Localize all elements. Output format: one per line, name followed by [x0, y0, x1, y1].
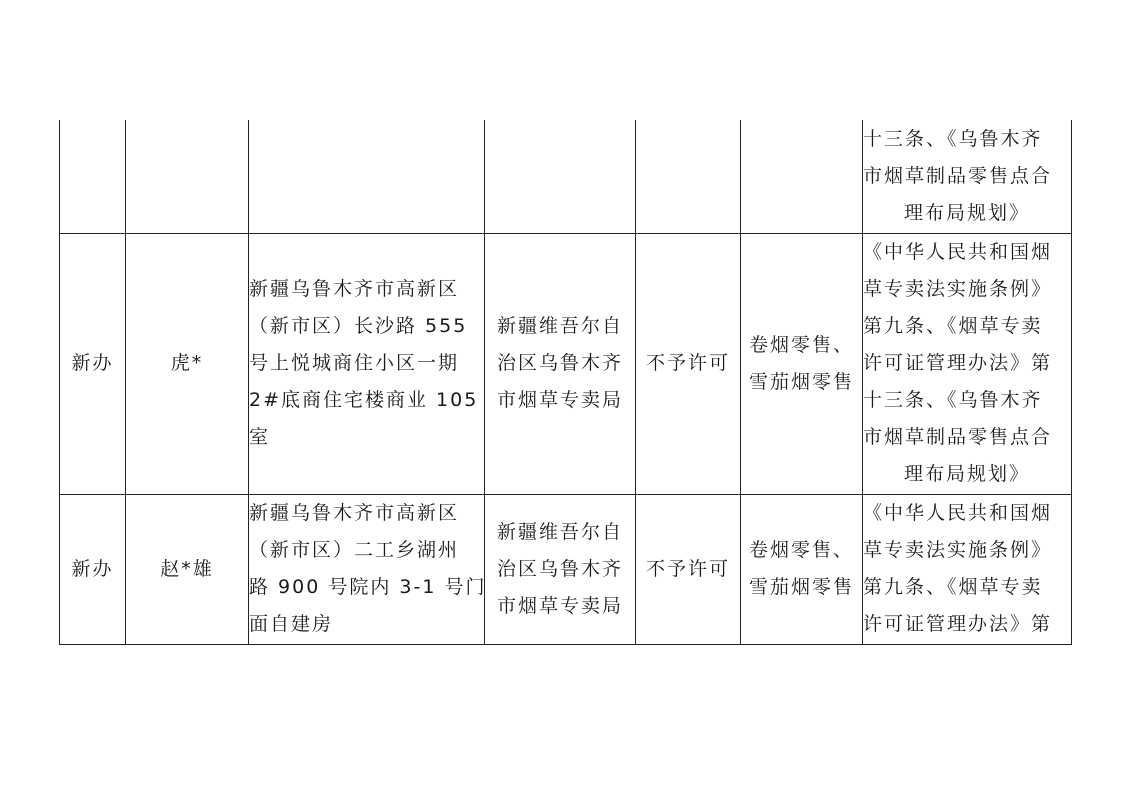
basis-line: 《中华人民共和国烟 [863, 241, 1053, 263]
address-line: 面自建房 [249, 613, 334, 635]
legal-basis-cell [863, 494, 1072, 644]
decision-cell: 不予许可 [636, 494, 741, 644]
basis-line: 第九条、《烟草专卖 [863, 576, 1043, 598]
address-line: 新疆乌鲁木齐市高新区 [249, 278, 460, 300]
authority-line: 市烟草专卖局 [496, 594, 623, 617]
decision-cell [636, 120, 741, 233]
basis-line: 许可证管理办法》第 [863, 613, 1053, 635]
address-line: 室 [249, 426, 271, 448]
basis-line: 市烟草制品零售点合 [863, 164, 1053, 187]
authority-line: 治区乌鲁木齐 [496, 352, 623, 374]
authority-line: 新疆维吾尔自 [496, 520, 623, 543]
business-address-cell [249, 120, 485, 233]
permit-type-cell: 新办 [60, 494, 126, 644]
basis-line: 十三条、《乌鲁木齐 [863, 127, 1043, 150]
business-address-cell [249, 494, 485, 644]
table-row [60, 233, 1072, 494]
legal-basis-cell [863, 233, 1072, 494]
address-line: 号上悦城商住小区一期 [249, 352, 460, 374]
authority-line: 新疆维吾尔自 [496, 315, 623, 337]
basis-line: 草专卖法实施条例》 [863, 278, 1053, 300]
legal-basis-cell [863, 120, 1072, 233]
basis-line: 十三条、《乌鲁木齐 [863, 389, 1043, 411]
authority-cell [485, 494, 636, 644]
basis-line: 第九条、《烟草专卖 [863, 315, 1043, 337]
address-line: 新疆乌鲁木齐市高新区 [249, 502, 460, 524]
applicant-name-cell [126, 120, 249, 233]
authority-cell [485, 120, 636, 233]
basis-line: 理布局规划》 [903, 463, 1030, 485]
permit-type-cell: 新办 [60, 233, 126, 494]
basis-line: 市烟草制品零售点合 [863, 426, 1053, 448]
applicant-name-cell: 虎* [126, 233, 249, 494]
table-row [60, 120, 1072, 233]
basis-line: 许可证管理办法》第 [863, 352, 1053, 374]
authority-line: 市烟草专卖局 [496, 389, 623, 411]
address-line: （新市区）长沙路 555 [249, 315, 468, 337]
business-scope-cell [741, 233, 863, 494]
basis-line: 草专卖法实施条例》 [863, 539, 1053, 561]
business-scope-cell [741, 120, 863, 233]
scope-line: 雪茄烟零售 [748, 370, 854, 393]
applicant-name-cell: 赵*雄 [126, 494, 249, 644]
authority-line: 治区乌鲁木齐 [496, 557, 623, 580]
address-line: 2#底商住宅楼商业 105 [249, 389, 479, 411]
scope-line: 卷烟零售、 [748, 333, 854, 356]
permit-type-cell [60, 120, 126, 233]
address-line: 路 900 号院内 3-1 号门 [249, 576, 487, 598]
basis-line: 理布局规划》 [903, 201, 1030, 224]
address-line: （新市区）二工乡湖州 [249, 539, 460, 561]
business-scope-cell [741, 494, 863, 644]
table-row [60, 494, 1072, 644]
scope-line: 雪茄烟零售 [748, 576, 854, 598]
scope-line: 卷烟零售、 [748, 539, 854, 561]
authority-cell [485, 233, 636, 494]
decision-cell: 不予许可 [636, 233, 741, 494]
basis-line: 《中华人民共和国烟 [863, 502, 1053, 524]
business-address-cell [249, 233, 485, 494]
license-decision-table [59, 120, 1072, 645]
